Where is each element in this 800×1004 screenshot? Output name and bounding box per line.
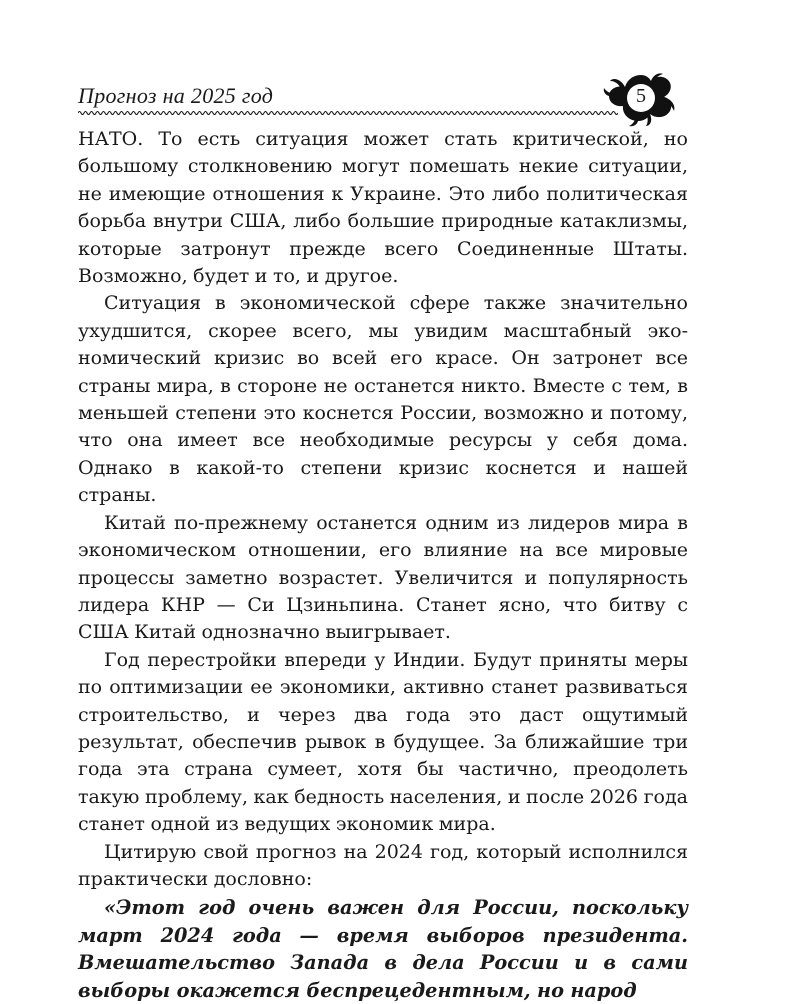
page-number: 5 — [636, 85, 646, 107]
body-text — [78, 126, 688, 1004]
running-title: Прогноз на 2025 год — [78, 83, 274, 108]
paragraph-1: НАТО. То есть ситуация может стать критической, но большому столкновению могут помешать некие ситуации, не имеющие отношения к Украине. Это либо политическая борьба внутри США, либо большие природные катаклизмы, которые затронут прежде всего Соединенные Штаты. Возможно, будет и то, и другое. — [78, 128, 688, 288]
quoted-forecast: «Этот год очень важен для России, поскольку март 2024 года — время выборов президента. Вмешательство Запада в дела России и в сами выборы окажется беспрецедентным, но народ — [78, 896, 688, 1002]
paragraph-4: Год перестройки впереди у Индии. Будут приняты меры по оптимизации ее экономики, активно станет развиваться строительство, и через два года это даст ощутимый результат, обеспечив рывок в будущее. За ближайшие три года эта страна сумеет, хотя бы частично, преодолеть такую проблему, как бедность населения, и после 2026 года станет одной из ведущих экономик мира. — [78, 648, 688, 836]
paragraph-5: Цитирую свой прогноз на 2024 год, который исполнился практически дословно: — [78, 840, 688, 890]
wavy-rule-ornament — [78, 109, 618, 117]
paragraph-2: Ситуация в экономической сфере также значительно ухудшится, скорее всего, мы увидим масштабный экономический кризис во всей его красе. Он затронет все страны мира, в стороне не останется никто. Вместе с тем, в меньшей степени это коснется России, возможно и потому, что она имеет все необходимые ресурсы у себя дома. Однако в какой-то степени кризис коснется и нашей страны. — [78, 292, 688, 507]
paragraph-3: Китай по-прежнему останется одним из лидеров мира в экономическом отношении, его влияние на все мировые процессы заметно возрастет. Увеличится и популярность лидера КНР — Си Цзиньпина. Станет ясно, что битву с США Китай однозначно выигрывает. — [78, 511, 688, 644]
